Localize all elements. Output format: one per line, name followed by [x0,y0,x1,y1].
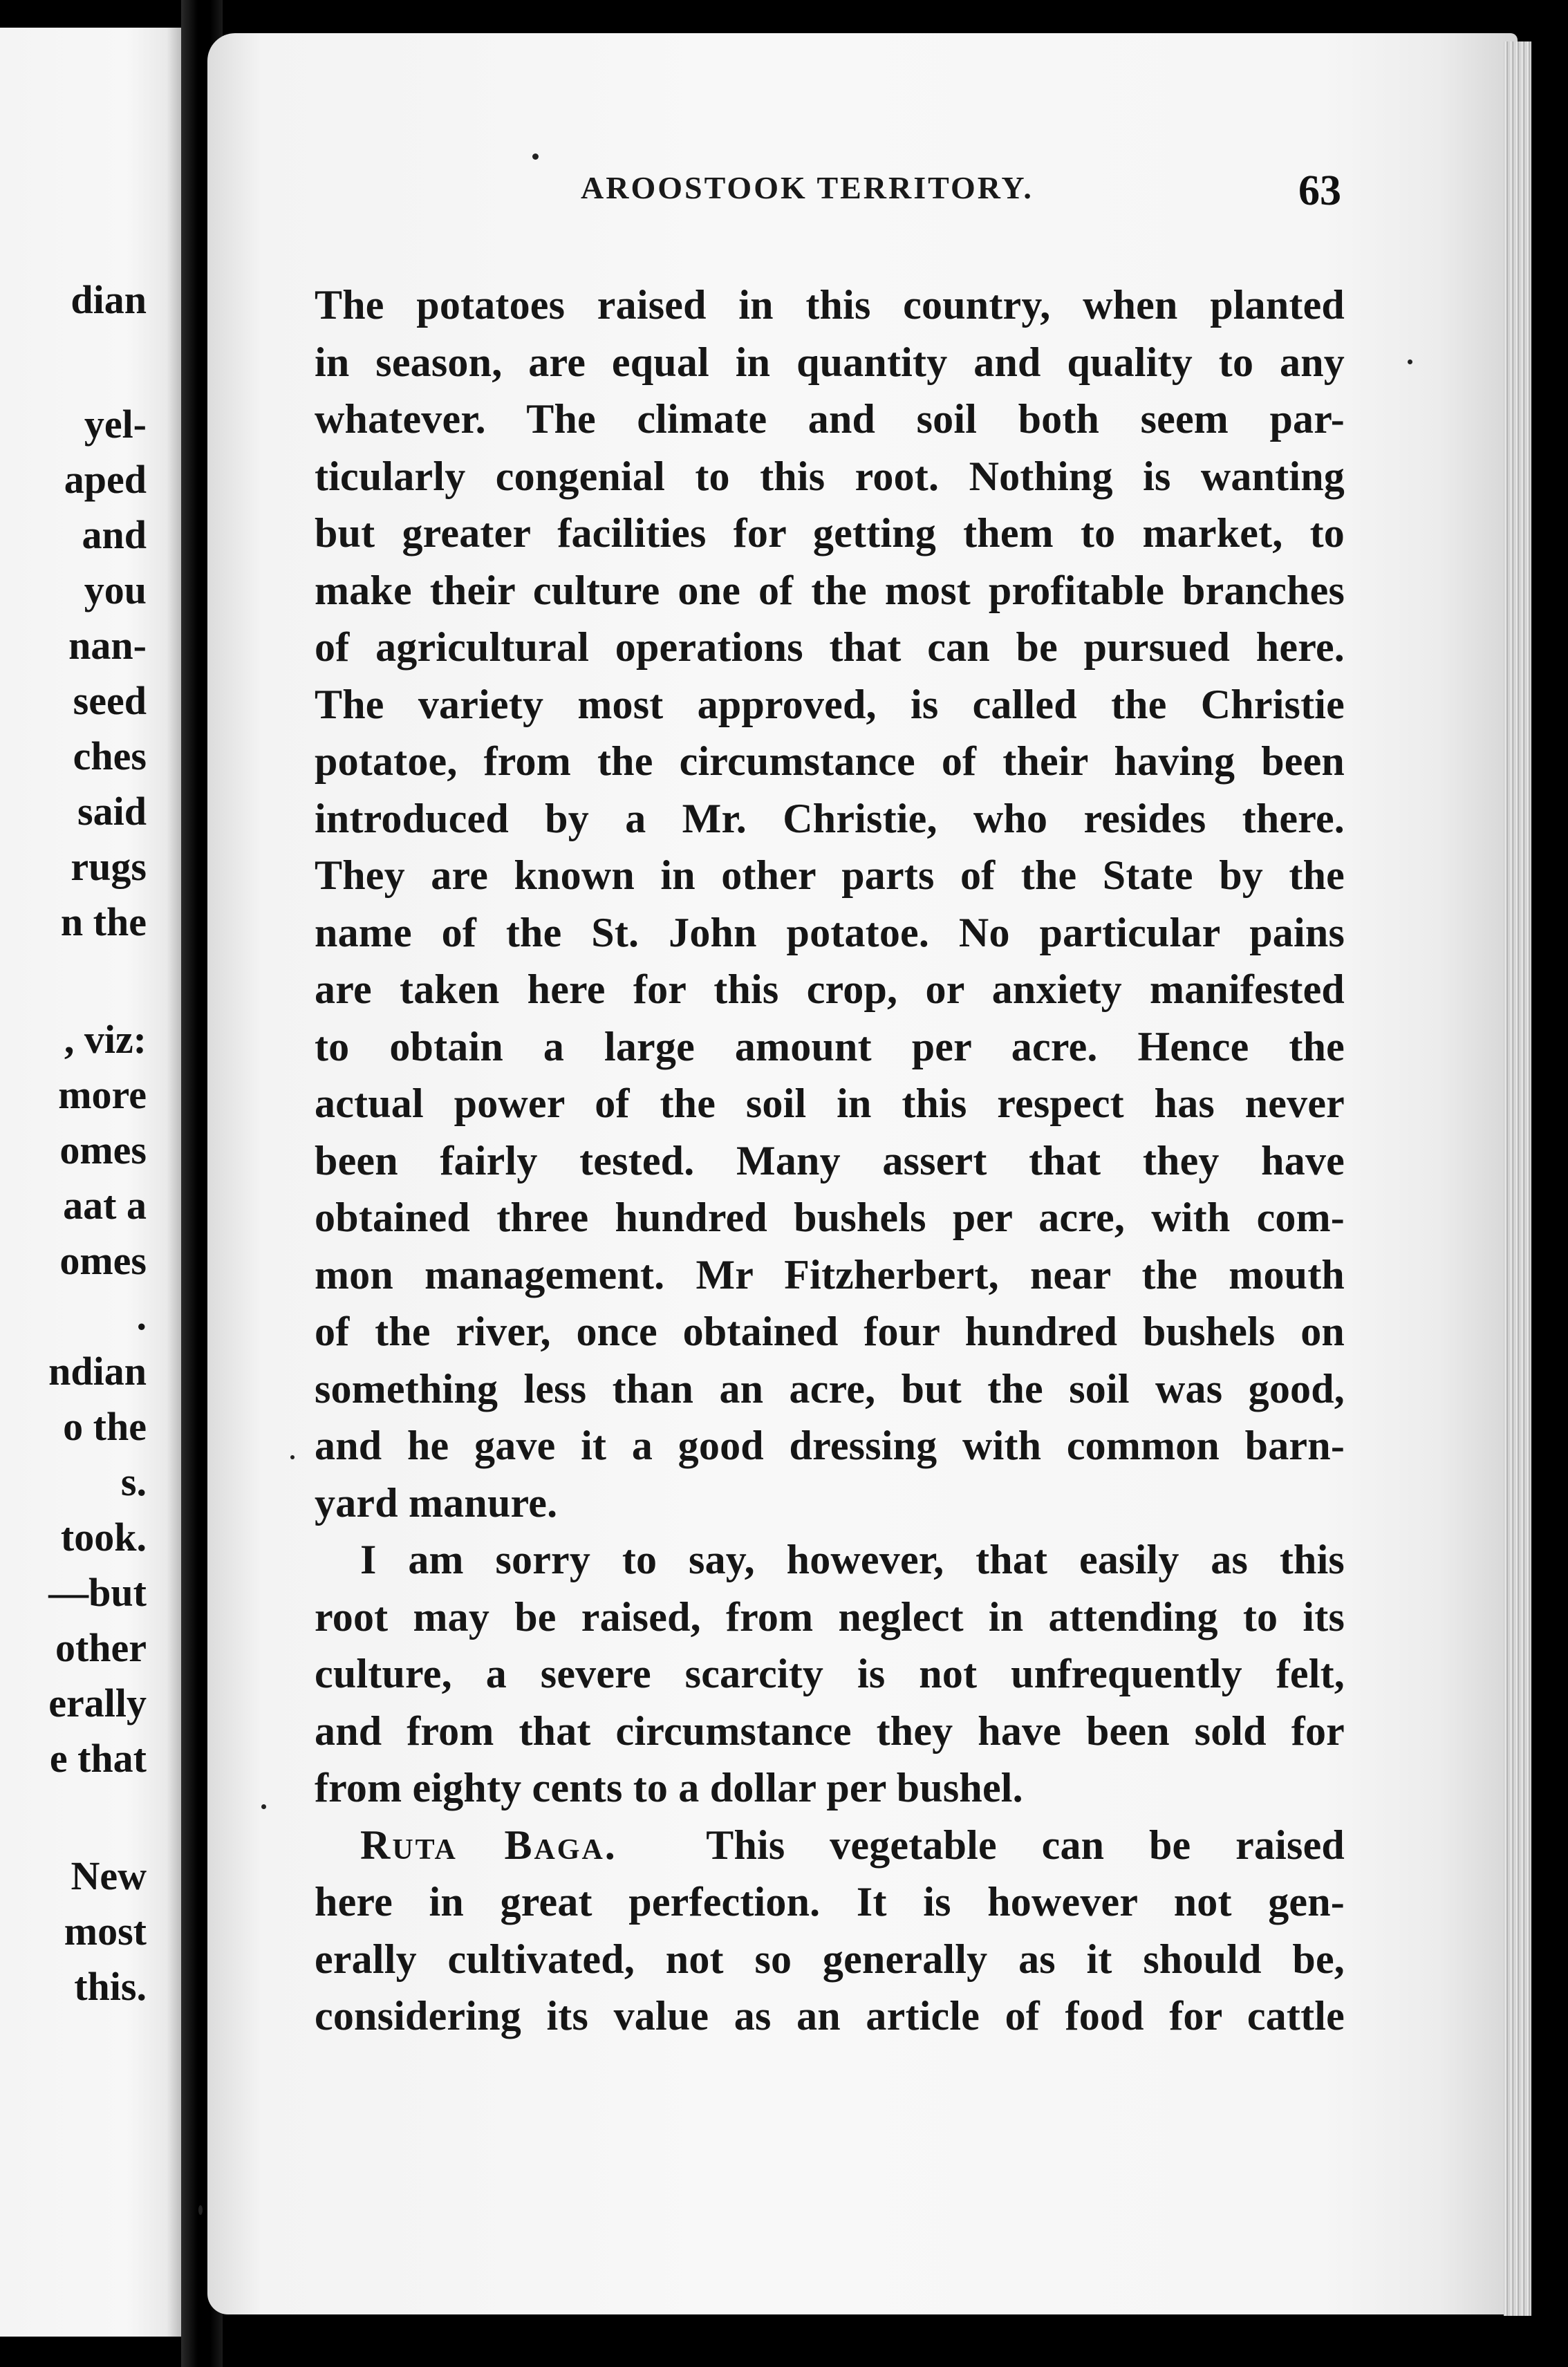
text-line: here in great perfection. It is however not gen- [315,1879,1345,1925]
text-line: The potatoes raised in this country, when planted [315,282,1345,328]
text-line: of agricultural operations that can be pursued here. [315,624,1345,670]
text-line: but greater facilities for getting them to market, to [315,510,1345,556]
left-page-fragment: o the [63,1404,147,1449]
text-line: mon management. Mr Fitzherbert, near the mouth [315,1251,1345,1298]
text-line: considering its value as an article of food for cattle [315,1993,1345,2039]
text-line: from eighty cents to a dollar per bushel. [315,1765,1023,1811]
text-line: culture, a severe scarcity is not unfrequently felt, [315,1651,1345,1696]
left-page-fragment: erally [48,1681,147,1725]
text-line: whatever. The climate and soil both seem par- [315,396,1345,442]
text-line: yard manure. [315,1479,558,1526]
left-page-fragment: said [77,789,147,834]
paragraph-3 [315,1817,1345,2045]
ink-speck [290,1455,295,1459]
heading-line-text: This vegetable can be raised [706,1822,1345,1868]
left-page-fragment: . [136,1293,147,1338]
text-line: The variety most approved, is called the Christie [315,681,1345,727]
left-page-fragment: yel- [84,402,147,447]
left-page-fragment: aat a [63,1183,147,1228]
left-page-fragment: nan- [68,623,147,668]
left-page-fragment: —but [48,1570,147,1615]
text-line: root may be raised, from neglect in attending to its [315,1593,1345,1640]
left-page-fragment: you [84,568,147,612]
text-line: and from that circumstance they have been sold for [315,1708,1345,1754]
text-line: are taken here for this crop, or anxiety manifested [315,966,1345,1012]
ink-speck [198,2205,203,2215]
left-page-fragment: New [71,1853,147,1898]
text-line: and he gave it a good dressing with common barn- [315,1423,1345,1468]
text-line: to obtain a large amount per acre. Hence the [315,1023,1345,1069]
body-text [315,277,1345,2045]
left-page-fragment: rugs [71,844,147,889]
text-line: They are known in other parts of the State by the [315,852,1345,898]
paragraph-2 [269,1531,1345,1817]
text-line: erally cultivated, not so generally as it should be, [315,1936,1345,1982]
left-page-fragment: this. [74,1964,147,2009]
left-page-fragment: s. [120,1459,147,1504]
left-page-fragment: ches [73,733,147,778]
left-page-fragment: more [58,1072,147,1117]
left-page-fragment: and [82,512,147,557]
left-page-fragment: other [55,1625,147,1670]
page-stack-edge [1504,41,1531,2316]
text-line: name of the St. John potatoe. No particular pains [315,909,1345,955]
left-page-fragment: dian [71,277,147,322]
text-line: of the river, once obtained four hundred bushels on [315,1309,1345,1354]
text-line: obtained three hundred bushels per acre, with com- [315,1195,1345,1240]
text-line: potatoe, from the circumstance of their having been [315,738,1345,784]
text-line: in season, are equal in quantity and quality to any [315,339,1345,385]
text-line [315,1817,1345,1874]
ink-speck [532,153,539,160]
text-line: introduced by a Mr. Christie, who resides there. [315,795,1345,841]
text-line: actual power of the soil in this respect has never [315,1080,1345,1126]
page-number: 63 [1298,167,1341,214]
left-page-fragment: most [64,1909,147,1954]
left-page-fragment: , viz: [64,1017,147,1062]
section-heading-ruta-baga: Ruta Baga. [360,1822,617,1868]
left-page-fragment: ndian [48,1349,147,1394]
ink-speck [1408,359,1412,364]
page-header [311,169,1341,225]
text-line: been fairly tested. Many assert that they have [315,1137,1345,1184]
text-line: something less than an acre, but the soil was good, [315,1365,1345,1412]
left-page-fragment: aped [64,457,147,502]
left-page-fragment: seed [73,678,147,723]
running-head: AROOSTOOK TERRITORY. [581,170,1034,205]
text-line: ticularly congenial to this root. Nothing is wanting [315,453,1345,499]
text-line: I am sorry to say, however, that easily as this [360,1537,1345,1582]
text-line: make their culture one of the most profitable branches [315,567,1345,613]
left-page-fragment: took. [60,1515,147,1560]
left-page-fragment: omes [59,1238,147,1283]
left-page-edge [0,28,181,2337]
paragraph-1 [315,277,1345,1531]
left-page-fragment: e that [49,1736,147,1781]
left-page-fragment: omes [59,1128,147,1172]
ink-speck [261,1804,266,1809]
left-page-fragment: n the [60,899,147,944]
